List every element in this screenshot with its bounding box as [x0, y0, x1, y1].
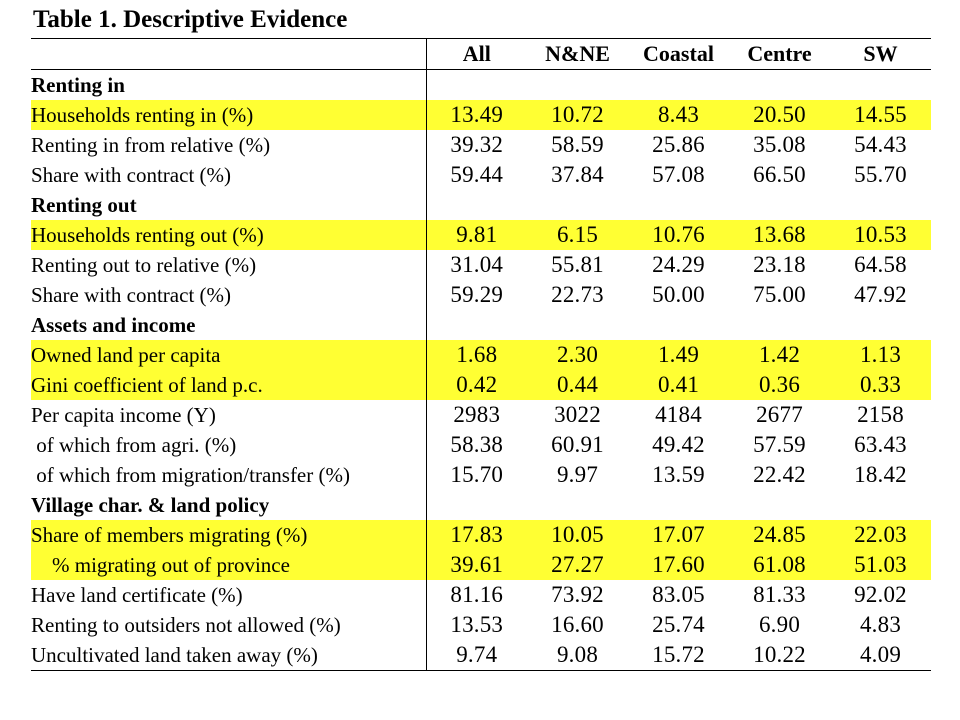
value-cell: 66.50 [753, 162, 806, 187]
row-label: Households renting out (%) [31, 220, 426, 250]
empty-cell [426, 70, 527, 101]
value-cell: 35.08 [753, 132, 806, 157]
value-cell: 17.60 [628, 550, 729, 580]
value-cell: 14.55 [830, 100, 931, 130]
value-cell: 83.05 [652, 582, 705, 607]
empty-cell [527, 310, 628, 340]
header-cell-nne: N&NE [527, 39, 628, 70]
empty-cell [729, 310, 830, 340]
header-cell-centre: Centre [729, 39, 830, 70]
empty-cell [729, 190, 830, 220]
value-cell: 51.03 [830, 550, 931, 580]
table-row [31, 430, 931, 460]
value-cell: 59.29 [450, 282, 504, 307]
value-cell: 13.59 [652, 462, 705, 487]
value-cell: 2983 [453, 402, 501, 427]
value-cell: 49.42 [652, 432, 705, 457]
value-cell: 60.91 [551, 432, 604, 457]
table-row [31, 340, 931, 370]
row-label: Renting to outsiders not allowed (%) [31, 610, 426, 640]
value-cell: 1.13 [830, 340, 931, 370]
value-cell: 4184 [655, 402, 702, 427]
value-cell: 0.36 [729, 370, 830, 400]
value-cell: 31.04 [450, 252, 504, 277]
row-label: Per capita income (Y) [31, 400, 426, 430]
table-row [31, 160, 931, 190]
value-cell: 20.50 [729, 100, 830, 130]
value-cell: 10.76 [628, 220, 729, 250]
empty-cell [426, 310, 527, 340]
value-cell: 57.08 [652, 162, 705, 187]
value-cell: 27.27 [527, 550, 628, 580]
value-cell: 2677 [756, 402, 803, 427]
table-row [31, 460, 931, 490]
row-label: Share with contract (%) [31, 280, 426, 310]
header-cell-sw: SW [830, 39, 931, 70]
value-cell: 92.02 [854, 582, 907, 607]
empty-cell [527, 490, 628, 520]
value-cell: 13.49 [426, 100, 527, 130]
row-label: of which from migration/transfer (%) [31, 460, 426, 490]
value-cell: 23.18 [753, 252, 806, 277]
empty-cell [830, 70, 931, 101]
table-row [31, 370, 931, 400]
value-cell: 13.68 [729, 220, 830, 250]
value-cell: 2158 [857, 402, 904, 427]
value-cell: 13.53 [450, 612, 504, 637]
table-row [31, 250, 931, 280]
value-cell: 64.58 [854, 252, 907, 277]
value-cell: 8.43 [628, 100, 729, 130]
value-cell: 1.49 [628, 340, 729, 370]
row-label: Renting out to relative (%) [31, 250, 426, 280]
value-cell: 22.03 [830, 520, 931, 550]
value-cell: 3022 [554, 402, 601, 427]
value-cell: 1.68 [426, 340, 527, 370]
section-label: Village char. & land policy [31, 490, 426, 520]
row-label: Owned land per capita [31, 340, 426, 370]
row-label: Share with contract (%) [31, 160, 426, 190]
value-cell: 47.92 [854, 282, 907, 307]
empty-cell [426, 190, 527, 220]
value-cell: 6.90 [758, 612, 801, 637]
value-cell: 0.41 [628, 370, 729, 400]
value-cell: 17.07 [628, 520, 729, 550]
value-cell: 25.74 [652, 612, 705, 637]
empty-cell [628, 310, 729, 340]
value-cell: 18.42 [854, 462, 907, 487]
value-cell: 39.61 [426, 550, 527, 580]
value-cell: 9.08 [527, 640, 628, 671]
value-cell: 0.42 [426, 370, 527, 400]
table-row [31, 280, 931, 310]
value-cell: 17.83 [426, 520, 527, 550]
value-cell: 10.05 [527, 520, 628, 550]
value-cell: 75.00 [753, 282, 806, 307]
value-cell: 15.72 [628, 640, 729, 671]
value-cell: 16.60 [551, 612, 604, 637]
section-header-row [31, 490, 931, 520]
value-cell: 9.97 [556, 462, 599, 487]
value-cell: 63.43 [854, 432, 907, 457]
value-cell: 4.09 [830, 640, 931, 671]
value-cell: 1.42 [729, 340, 830, 370]
table-row [31, 550, 931, 580]
value-cell: 58.38 [450, 432, 504, 457]
value-cell: 54.43 [854, 132, 907, 157]
row-label: Share of members migrating (%) [31, 520, 426, 550]
section-header-row [31, 310, 931, 340]
value-cell: 50.00 [652, 282, 705, 307]
empty-cell [527, 190, 628, 220]
value-cell: 59.44 [450, 162, 504, 187]
value-cell: 61.08 [729, 550, 830, 580]
table-row [31, 580, 931, 610]
table-row [31, 130, 931, 160]
value-cell: 10.53 [830, 220, 931, 250]
table-row [31, 400, 931, 430]
empty-cell [628, 490, 729, 520]
value-cell: 58.59 [551, 132, 604, 157]
value-cell: 6.15 [527, 220, 628, 250]
table-row [31, 520, 931, 550]
empty-cell [729, 70, 830, 101]
section-label: Assets and income [31, 310, 426, 340]
row-label: Renting in from relative (%) [31, 130, 426, 160]
value-cell: 15.70 [450, 462, 504, 487]
row-label: Households renting in (%) [31, 100, 426, 130]
empty-cell [830, 190, 931, 220]
header-row [31, 39, 931, 70]
header-cell-coastal: Coastal [628, 39, 729, 70]
header-cell-label [31, 39, 426, 70]
value-cell: 73.92 [551, 582, 604, 607]
value-cell: 22.73 [551, 282, 604, 307]
empty-cell [628, 70, 729, 101]
table-row [31, 610, 931, 640]
value-cell: 0.44 [527, 370, 628, 400]
empty-cell [729, 490, 830, 520]
value-cell: 9.81 [426, 220, 527, 250]
empty-cell [830, 310, 931, 340]
section-label: Renting out [31, 190, 426, 220]
value-cell: 9.74 [426, 640, 527, 671]
row-label: Gini coefficient of land p.c. [31, 370, 426, 400]
table-title: Table 1. Descriptive Evidence [33, 6, 348, 33]
empty-cell [527, 70, 628, 101]
value-cell: 37.84 [551, 162, 604, 187]
empty-cell [426, 490, 527, 520]
value-cell: 24.29 [652, 252, 705, 277]
value-cell: 81.33 [753, 582, 806, 607]
value-cell: 25.86 [652, 132, 705, 157]
section-label: Renting in [31, 70, 426, 101]
section-header-row [31, 190, 931, 220]
header-cell-all: All [426, 39, 527, 70]
value-cell: 55.81 [551, 252, 604, 277]
value-cell: 22.42 [753, 462, 806, 487]
table-row [31, 220, 931, 250]
value-cell: 81.16 [450, 582, 504, 607]
value-cell: 10.22 [729, 640, 830, 671]
table-row [31, 100, 931, 130]
value-cell: 0.33 [830, 370, 931, 400]
row-label: Have land certificate (%) [31, 580, 426, 610]
section-header-row [31, 70, 931, 101]
value-cell: 57.59 [753, 432, 806, 457]
value-cell: 10.72 [527, 100, 628, 130]
empty-cell [628, 190, 729, 220]
row-label: Uncultivated land taken away (%) [31, 640, 426, 671]
value-cell: 55.70 [854, 162, 907, 187]
table-row [31, 640, 931, 671]
value-cell: 24.85 [729, 520, 830, 550]
empty-cell [830, 490, 931, 520]
value-cell: 4.83 [859, 612, 902, 637]
row-label: of which from agri. (%) [31, 430, 426, 460]
value-cell: 2.30 [527, 340, 628, 370]
descriptive-evidence-table [31, 38, 931, 671]
row-label: % migrating out of province [31, 550, 426, 580]
value-cell: 39.32 [450, 132, 504, 157]
